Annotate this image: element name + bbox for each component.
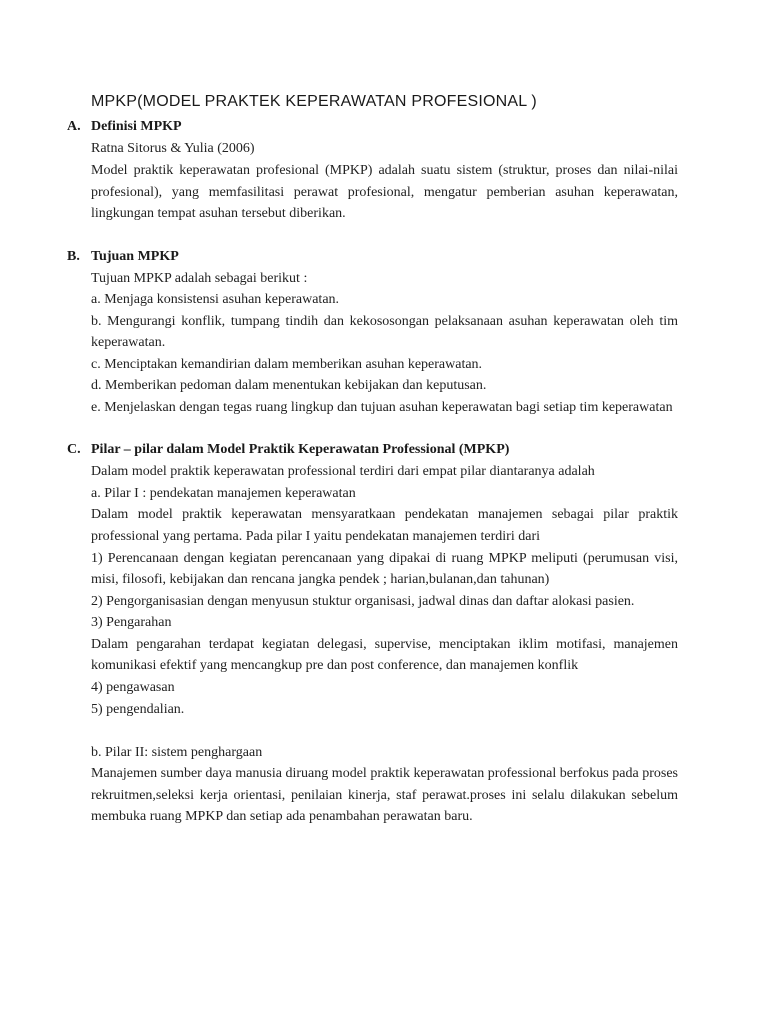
section-a-heading [67,119,182,135]
section-c-line: 3) Pengarahan [91,615,172,630]
section-b-item: keperawatan. [91,335,166,350]
section-a-source: Ratna Sitorus & Yulia (2006) [91,141,255,156]
section-b-item: b. Mengurangi konflik, tumpang tindih dan kekososongan pelaksanaan asuhan keperawatan oleh tim [91,314,678,329]
section-a-para-line: profesional), yang memfasilitasi perawat profesional, mengatur pemberian asuhan keperawatan, [91,185,678,200]
section-c-line: b. Pilar II: sistem penghargaan [91,745,263,760]
section-c-line: 5) pengendalian. [91,702,185,717]
section-c-line: 4) pengawasan [91,680,175,695]
section-c-line: membuka ruang MPKP dan setiap ada penambahan perawatan baru. [91,809,473,824]
page-title: MPKP(MODEL PRAKTEK KEPERAWATAN PROFESIONAL ) [91,93,537,110]
section-c-title: Pilar – pilar dalam Model Praktik Keperawatan Professional (MPKP) [91,442,510,457]
section-b-title: Tujuan MPKP [91,249,179,264]
section-b-item: d. Memberikan pedoman dalam menentukan kebijakan dan keputusan. [91,378,487,393]
section-b-letter: B. [67,249,80,264]
section-c-line: Dalam pengarahan terdapat kegiatan delegasi, supervise, menciptakan iklim motifasi, manajemen [91,637,678,652]
section-c-line: komunikasi efektif yang mencangkup pre dan post conference, dan manajemen konflik [91,658,579,673]
section-b-item: a. Menjaga konsistensi asuhan keperawatan. [91,292,340,307]
section-b-item: e. Menjelaskan dengan tegas ruang lingkup dan tujuan asuhan keperawatan bagi setiap tim keperawatan [91,400,673,415]
section-c-line: a. Pilar I : pendekatan manajemen keperawatan [91,486,356,501]
section-a-title: Definisi MPKP [91,119,182,134]
section-b-item: c. Menciptakan kemandirian dalam memberikan asuhan keperawatan. [91,357,483,372]
section-c-line: misi, filosofi, kebijakan dan rencana jangka pendek ; harian,bulanan,dan tahunan) [91,572,550,587]
section-a-para-line: Model praktik keperawatan profesional (MPKP) adalah suatu sistem (struktur, proses dan nilai-nilai [91,163,678,178]
section-a-letter: A. [67,119,81,134]
section-c-line: Manajemen sumber daya manusia diruang model praktik keperawatan professional berfokus pada proses [91,766,678,781]
section-c-heading [67,442,509,458]
section-c-line: 2) Pengorganisasian dengan menyusun stuktur organisasi, jadwal dinas dan daftar alokasi pasien. [91,594,635,609]
section-c-letter: C. [67,442,81,457]
section-a-para-line: lingkungan tempat asuhan tersebut diberikan. [91,206,346,221]
section-c-line: Dalam model praktik keperawatan professional terdiri dari empat pilar diantaranya adalah [91,464,595,479]
section-c-line: professional yang pertama. Pada pilar I yaitu pendekatan manajemen terdiri dari [91,529,540,544]
section-b-heading [67,249,179,265]
section-b-intro: Tujuan MPKP adalah sebagai berikut : [91,271,308,286]
section-c-line: Dalam model praktik keperawatan mensyaratkaan pendekatan manajemen sebagai pilar praktik [91,507,678,522]
section-c-line: 1) Perencanaan dengan kegiatan perencanaan yang dipakai di ruang MPKP meliputi (perumusan visi, [91,551,678,566]
section-c-line: rekruitmen,seleksi kerja orientasi, penilaian kinerja, staf perawat.proses ini selalu dilakukan sebelum [91,788,678,803]
